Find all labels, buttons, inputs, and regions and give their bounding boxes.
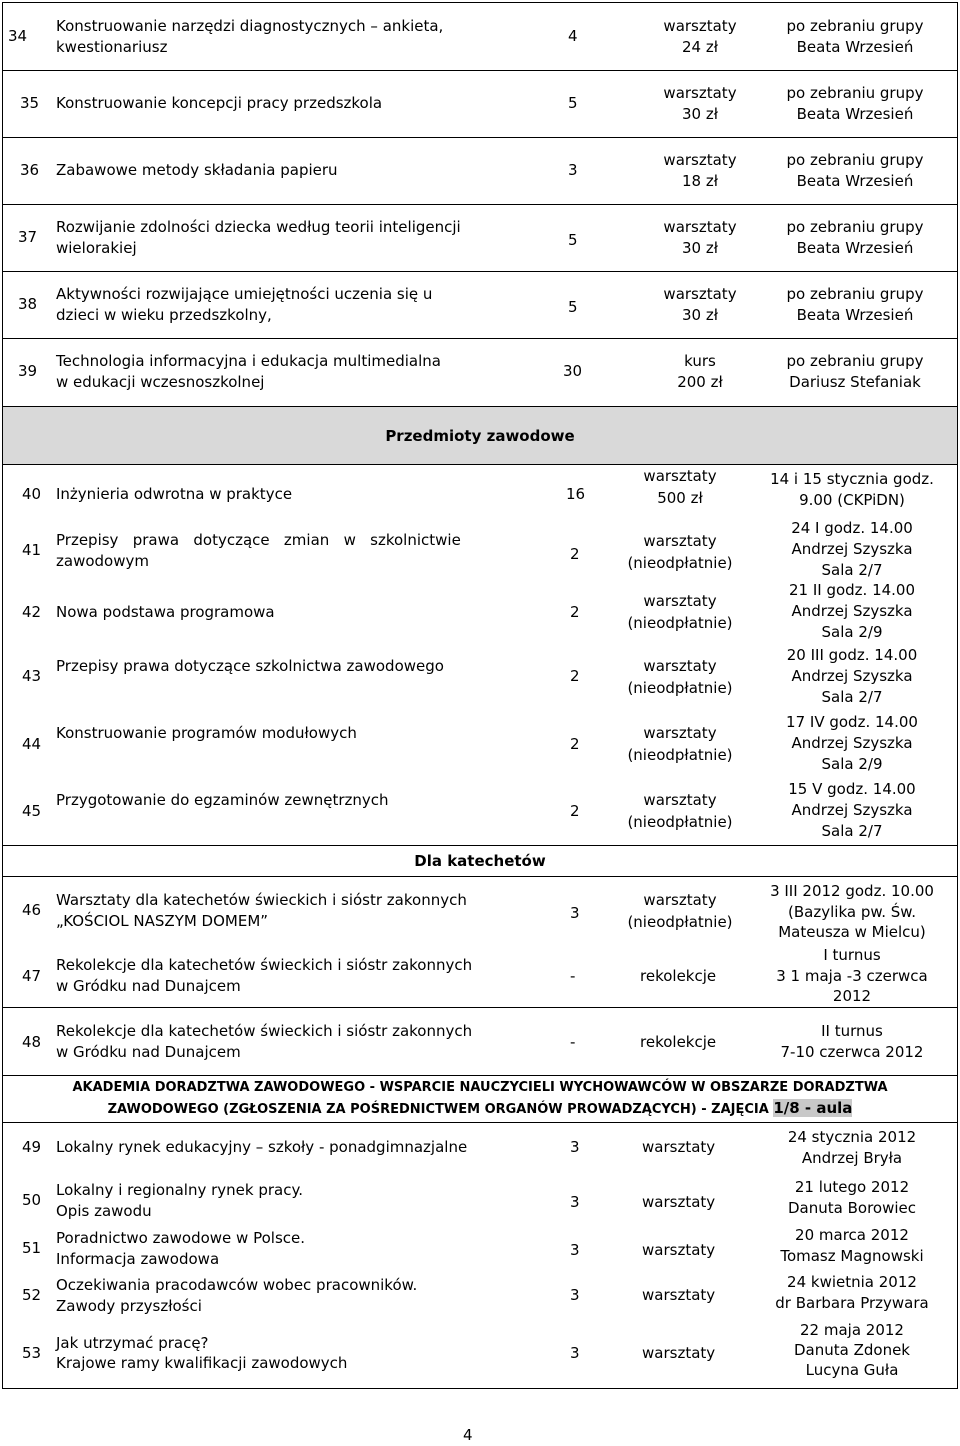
schedule-line: Andrzej Szyszka bbox=[791, 801, 913, 819]
course-title: Oczekiwania pracodawców wobec pracowników. bbox=[56, 1276, 418, 1294]
schedule-line: Mateusza w Mielcu) bbox=[778, 923, 926, 941]
course-title: Jak utrzymać pracę? bbox=[56, 1334, 209, 1352]
course-form: kurs bbox=[684, 352, 716, 370]
course-title: zawodowym bbox=[56, 552, 149, 570]
course-title: Przygotowanie do egzaminów zewnętrznych bbox=[56, 791, 389, 809]
course-price: 18 zł bbox=[682, 172, 718, 190]
course-title: Krajowe ramy kwalifikacji zawodowych bbox=[56, 1354, 348, 1372]
row-number: 36 bbox=[20, 161, 40, 179]
schedule-line: 21 II godz. 14.00 bbox=[788, 581, 916, 599]
course-trainer: Beata Wrzesień bbox=[796, 105, 914, 123]
course-price: 30 zł bbox=[682, 239, 718, 257]
row-number: 34 bbox=[8, 27, 28, 45]
course-form: warsztaty bbox=[663, 17, 737, 35]
row-number: 41 bbox=[22, 541, 42, 559]
course-form: warsztaty bbox=[663, 84, 737, 102]
row-number: 43 bbox=[22, 667, 42, 685]
course-hours: 3 bbox=[568, 161, 578, 179]
course-title: Opis zawodu bbox=[56, 1202, 152, 1220]
course-date: po zebraniu grupy bbox=[786, 17, 924, 35]
course-price: 30 zł bbox=[682, 306, 718, 324]
schedule-line: 20 III godz. 14.00 bbox=[786, 646, 918, 664]
course-title: Zawody przyszłości bbox=[56, 1297, 202, 1315]
course-date: 20 marca 2012 bbox=[795, 1226, 909, 1244]
course-form: rekolekcje bbox=[640, 1033, 717, 1051]
course-price: 200 zł bbox=[677, 373, 723, 391]
schedule-line: 3 III 2012 godz. 10.00 bbox=[770, 882, 934, 900]
schedule-line: Sala 2/7 bbox=[821, 561, 883, 579]
course-trainer: Dariusz Stefaniak bbox=[789, 373, 921, 391]
row-number: 38 bbox=[18, 295, 38, 313]
course-form: warsztaty bbox=[642, 1138, 716, 1156]
row-number: 51 bbox=[22, 1239, 42, 1257]
course-hours: 3 bbox=[570, 904, 580, 922]
schedule-line: 14 i 15 stycznia godz. bbox=[770, 470, 934, 488]
schedule-line: Andrzej Szyszka bbox=[791, 667, 913, 685]
course-form: warsztaty bbox=[642, 1286, 716, 1304]
schedule-line: 24 I godz. 14.00 bbox=[791, 519, 913, 537]
course-hours: 3 bbox=[570, 1138, 580, 1156]
schedule-line: Andrzej Szyszka bbox=[791, 540, 913, 558]
course-form: warsztaty bbox=[642, 1344, 716, 1362]
schedule-line: II turnus bbox=[821, 1022, 883, 1040]
section-header-line2-wrap bbox=[2, 1098, 958, 1120]
course-form: warsztaty bbox=[642, 1241, 716, 1259]
schedule-line: 15 V godz. 14.00 bbox=[788, 780, 916, 798]
course-hours: 2 bbox=[570, 802, 580, 820]
schedule-line: 7-10 czerwca 2012 bbox=[780, 1043, 924, 1061]
section-header-line2: ZAWODOWEGO (ZGŁOSZENIA ZA POŚREDNICTWEM ORGANÓW PROWADZĄCYCH) - ZAJĘCIA bbox=[107, 1102, 774, 1117]
course-form: warsztaty bbox=[663, 285, 737, 303]
schedule-line: (Bazylika pw. Św. bbox=[788, 903, 916, 921]
course-price: (nieodpłatnie) bbox=[627, 813, 733, 831]
course-trainer: Beata Wrzesień bbox=[796, 306, 914, 324]
course-trainer: Beata Wrzesień bbox=[796, 38, 914, 56]
schedule-line: 3 1 maja -3 czerwca bbox=[776, 967, 928, 985]
course-title: Przepisy prawa dotyczące zmian w szkolnictwie bbox=[56, 531, 461, 549]
course-trainer: Danuta Borowiec bbox=[788, 1199, 916, 1217]
course-title: Konstruowanie koncepcji pracy przedszkola bbox=[56, 94, 383, 112]
row-number: 49 bbox=[22, 1138, 42, 1156]
course-title: w Gródku nad Dunajcem bbox=[56, 977, 241, 995]
row-number: 48 bbox=[22, 1033, 42, 1051]
row-number: 37 bbox=[18, 228, 38, 246]
section-header-line1: AKADEMIA DORADZTWA ZAWODOWEGO - WSPARCIE NAUCZYCIELI WYCHOWAWCÓW W OBSZARZE DORADZTWA bbox=[72, 1080, 888, 1095]
schedule-line: Sala 2/7 bbox=[821, 688, 883, 706]
schedule-line: I turnus bbox=[823, 946, 881, 964]
course-trainer: Lucyna Guła bbox=[805, 1361, 899, 1379]
course-hours: 3 bbox=[570, 1193, 580, 1211]
course-title: Warsztaty dla katechetów świeckich i sióstr zakonnych bbox=[56, 891, 467, 909]
course-title: Inżynieria odwrotna w praktyce bbox=[56, 485, 293, 503]
course-form: warsztaty bbox=[663, 218, 737, 236]
course-hours: 5 bbox=[568, 298, 578, 316]
course-form: warsztaty bbox=[643, 467, 717, 485]
schedule-line: 2012 bbox=[832, 987, 872, 1005]
section-header: Dla katechetów bbox=[414, 852, 546, 870]
course-hours: 2 bbox=[570, 735, 580, 753]
course-hours: 2 bbox=[570, 603, 580, 621]
row-number: 45 bbox=[22, 802, 42, 820]
row-number: 47 bbox=[22, 967, 42, 985]
row-number: 50 bbox=[22, 1191, 42, 1209]
course-date: po zebraniu grupy bbox=[786, 285, 924, 303]
course-date: 24 stycznia 2012 bbox=[787, 1128, 917, 1146]
course-title: Konstruowanie narzędzi diagnostycznych – ankieta, bbox=[56, 17, 444, 35]
course-form: rekolekcje bbox=[640, 967, 717, 985]
schedule-line: Andrzej Szyszka bbox=[791, 734, 913, 752]
course-form: warsztaty bbox=[663, 151, 737, 169]
course-trainer: dr Barbara Przywara bbox=[775, 1294, 929, 1312]
course-price: 500 zł bbox=[657, 489, 703, 507]
course-title: Lokalny rynek edukacyjny – szkoły - ponadgimnazjalne bbox=[56, 1138, 468, 1156]
course-form: warsztaty bbox=[643, 891, 717, 909]
course-hours: 5 bbox=[568, 231, 578, 249]
row-number: 53 bbox=[22, 1344, 42, 1362]
course-title: Technologia informacyjna i edukacja multimedialna bbox=[56, 352, 441, 370]
course-price: (nieodpłatnie) bbox=[627, 614, 733, 632]
course-trainer: Beata Wrzesień bbox=[796, 239, 914, 257]
section-header bbox=[2, 1078, 958, 1098]
course-price: 24 zł bbox=[682, 38, 718, 56]
schedule-line: Sala 2/7 bbox=[821, 822, 883, 840]
course-title: Nowa podstawa programowa bbox=[56, 603, 275, 621]
schedule-line: 9.00 (CKPiDN) bbox=[799, 491, 905, 509]
schedule-line: Sala 2/9 bbox=[821, 623, 883, 641]
course-price: (nieodpłatnie) bbox=[627, 554, 733, 572]
row-number: 39 bbox=[18, 362, 38, 380]
section-header: Przedmioty zawodowe bbox=[385, 427, 575, 445]
course-date: 24 kwietnia 2012 bbox=[787, 1273, 917, 1291]
course-hours: 3 bbox=[570, 1286, 580, 1304]
room-highlight: 1/8 - aula bbox=[773, 1099, 853, 1117]
course-title: dzieci w wieku przedszkolny, bbox=[56, 306, 272, 324]
course-trainer: Andrzej Bryła bbox=[801, 1149, 903, 1167]
course-form: warsztaty bbox=[643, 592, 717, 610]
course-title: Informacja zawodowa bbox=[56, 1250, 220, 1268]
course-title: Przepisy prawa dotyczące szkolnictwa zawodowego bbox=[56, 657, 444, 675]
course-date: 21 lutego 2012 bbox=[794, 1178, 910, 1196]
row-number: 42 bbox=[22, 603, 42, 621]
course-hours: 2 bbox=[570, 667, 580, 685]
course-price: (nieodpłatnie) bbox=[627, 913, 733, 931]
course-title: Rekolekcje dla katechetów świeckich i sióstr zakonnych bbox=[56, 1022, 473, 1040]
course-hours: 4 bbox=[568, 27, 578, 45]
course-hours: 2 bbox=[570, 545, 580, 563]
course-title: w edukacji wczesnoszkolnej bbox=[56, 373, 265, 391]
course-title: Zabawowe metody składania papieru bbox=[56, 161, 338, 179]
row-number: 44 bbox=[22, 735, 42, 753]
course-hours: 3 bbox=[570, 1344, 580, 1362]
course-date: po zebraniu grupy bbox=[786, 218, 924, 236]
row-number: 46 bbox=[22, 901, 42, 919]
page-number: 4 bbox=[463, 1426, 473, 1444]
course-form: warsztaty bbox=[642, 1193, 716, 1211]
course-title: kwestionariusz bbox=[56, 38, 168, 56]
course-price: 30 zł bbox=[682, 105, 718, 123]
course-date: po zebraniu grupy bbox=[786, 352, 924, 370]
course-title: w Gródku nad Dunajcem bbox=[56, 1043, 241, 1061]
course-date: po zebraniu grupy bbox=[786, 151, 924, 169]
row-number: 52 bbox=[22, 1286, 42, 1304]
course-title: wielorakiej bbox=[56, 239, 137, 257]
course-trainer: Beata Wrzesień bbox=[796, 172, 914, 190]
course-hours: 5 bbox=[568, 94, 578, 112]
row-number: 40 bbox=[22, 485, 42, 503]
course-trainer: Danuta Zdonek bbox=[794, 1341, 910, 1359]
course-date: po zebraniu grupy bbox=[786, 84, 924, 102]
schedule-line: Andrzej Szyszka bbox=[791, 602, 913, 620]
course-title: Lokalny i regionalny rynek pracy. bbox=[56, 1181, 303, 1199]
course-title: Rekolekcje dla katechetów świeckich i sióstr zakonnych bbox=[56, 956, 473, 974]
schedule-line: 17 IV godz. 14.00 bbox=[786, 713, 918, 731]
course-title: Aktywności rozwijające umiejętności uczenia się u bbox=[56, 285, 433, 303]
course-price: (nieodpłatnie) bbox=[627, 679, 733, 697]
course-form: warsztaty bbox=[643, 724, 717, 742]
course-form: warsztaty bbox=[643, 657, 717, 675]
course-hours: 16 bbox=[566, 485, 586, 503]
course-price: (nieodpłatnie) bbox=[627, 746, 733, 764]
course-title: Konstruowanie programów modułowych bbox=[56, 724, 357, 742]
course-date: 22 maja 2012 bbox=[800, 1321, 904, 1339]
schedule-line: Sala 2/9 bbox=[821, 755, 883, 773]
course-form: warsztaty bbox=[643, 791, 717, 809]
course-hours: - bbox=[570, 1033, 576, 1051]
course-form: warsztaty bbox=[643, 532, 717, 550]
course-title: „KOŚCIOL NASZYM DOMEM” bbox=[56, 912, 269, 930]
course-trainer: Tomasz Magnowski bbox=[780, 1247, 924, 1265]
course-title: Rozwijanie zdolności dziecka według teorii inteligencji bbox=[56, 218, 461, 236]
course-title: Poradnictwo zawodowe w Polsce. bbox=[56, 1229, 306, 1247]
row-number: 35 bbox=[20, 94, 40, 112]
course-hours: - bbox=[570, 967, 576, 985]
course-hours: 30 bbox=[563, 362, 583, 380]
course-hours: 3 bbox=[570, 1241, 580, 1259]
